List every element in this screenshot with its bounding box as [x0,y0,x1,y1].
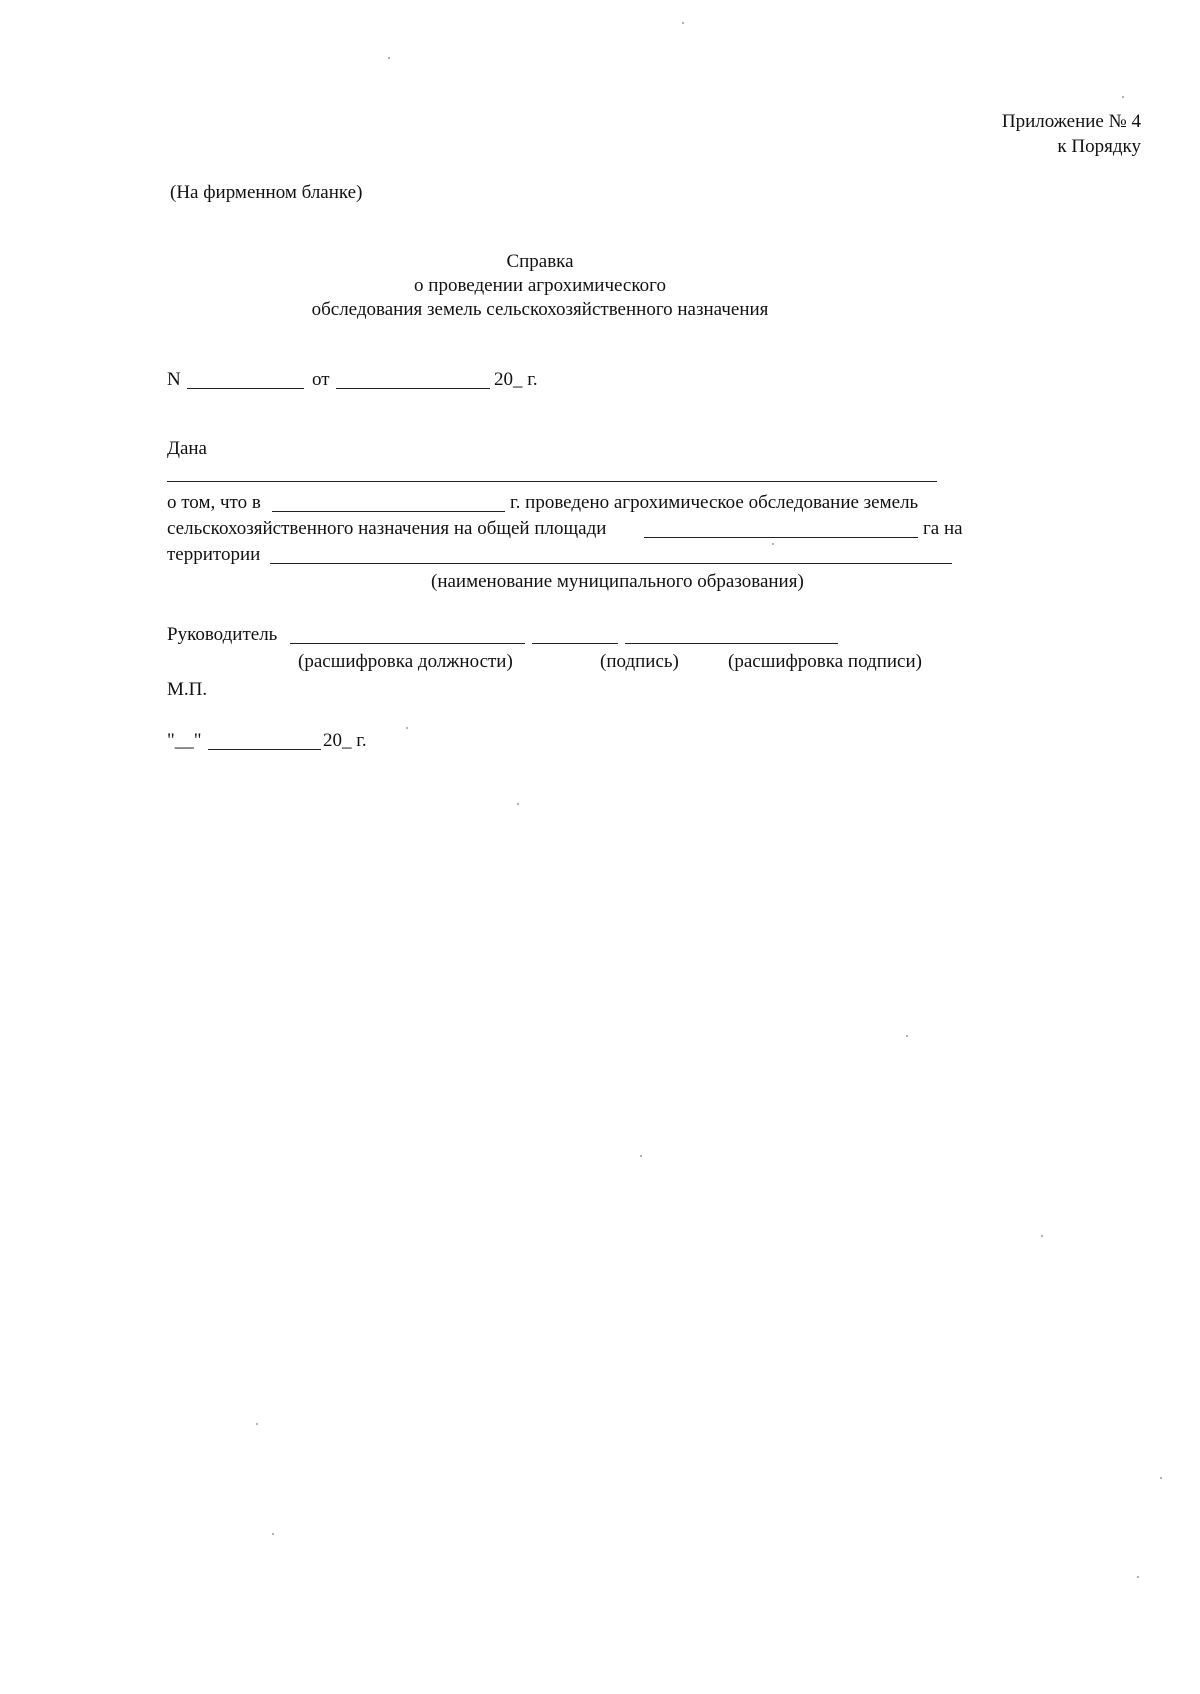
number-label: N [167,369,181,390]
scan-speck [906,1035,908,1037]
number-blank[interactable] [187,388,304,389]
head-label: Руководитель [167,624,278,645]
stamp-label: М.П. [167,679,208,700]
body-line2-end: га на [923,518,963,539]
signature-caption: (подпись) [600,651,679,672]
scan-speck [772,543,774,545]
issued-to-blank[interactable] [167,481,937,482]
position-caption: (расшифровка должности) [298,651,513,672]
letterhead-note: (На фирменном бланке) [170,182,363,203]
scan-speck [1041,1235,1043,1237]
scan-speck [640,1155,642,1157]
scan-speck [682,22,684,24]
document-title: Справка [506,251,574,272]
municipality-caption: (наименование муниципального образования) [431,571,804,592]
scan-speck [406,727,408,729]
year-blank[interactable] [272,511,505,512]
day-quote: "__" [167,730,202,751]
position-blank[interactable] [290,643,525,644]
body-line1-end: г. проведено агрохимическое обследование земель [510,492,919,513]
issued-label: Дана [167,438,207,459]
appendix-reference: к Порядку [1057,136,1141,157]
document-subtitle-line2: обследования земель сельскохозяйственного назначения [311,299,769,320]
appendix-number: Приложение № 4 [1001,111,1141,132]
number-year: 20_ г. [494,369,538,390]
scan-speck [1137,1576,1139,1578]
month-blank[interactable] [208,749,321,750]
scan-speck [1122,96,1124,98]
area-blank[interactable] [644,537,918,538]
scan-speck [388,57,390,59]
date-blank[interactable] [336,388,490,389]
date-year: 20_ г. [323,730,367,751]
body-line1-start: о том, что в [167,492,261,513]
signature-blank[interactable] [532,643,618,644]
municipality-blank[interactable] [270,563,952,564]
scan-speck [517,803,519,805]
signature-name-blank[interactable] [625,643,838,644]
name-caption: (расшифровка подписи) [728,651,922,672]
scan-speck [256,1423,258,1425]
scan-speck [1160,1477,1162,1479]
body-line3-start: территории [167,544,261,565]
date-from-label: от [312,369,330,390]
document-subtitle-line1: о проведении агрохимического [414,275,666,296]
body-line2-start: сельскохозяйственного назначения на общей площади [167,518,607,539]
scan-speck [272,1533,274,1535]
